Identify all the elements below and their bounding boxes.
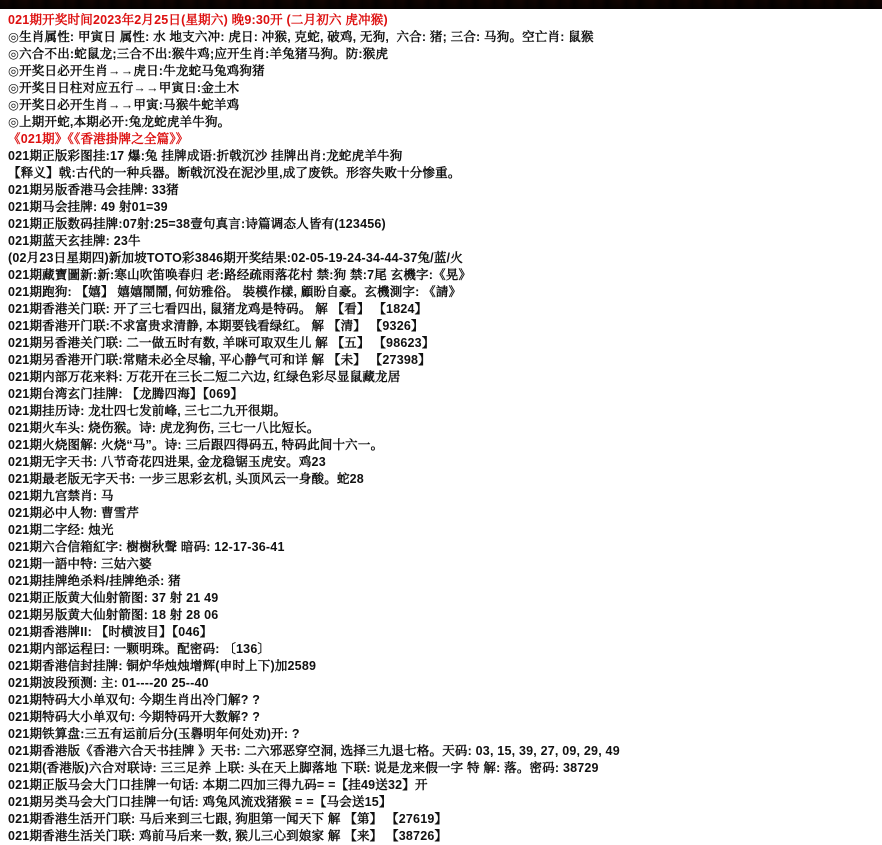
text-line: 021期马会挂牌: 49 射01=39 bbox=[8, 200, 168, 214]
text-line: 021期香港信封挂牌: 铜炉华烛烛增辉(申时上下)加2589 bbox=[8, 659, 317, 673]
text-line: 021期九宫禁肖: 马 bbox=[8, 489, 114, 503]
text-line: 【释义】戟:古代的一种兵器。断戟沉没在泥沙里,成了废铁。形容失败十分惨重。 bbox=[8, 166, 461, 180]
text-line: 021期香港版《香港六合天书挂牌 》天书: 二六邪恶穿空洞, 选择三九退七格。天码: 03, 15, 39, 27, 09, 29, 49 bbox=[8, 744, 620, 758]
lottery-info-text-block bbox=[0, 9, 882, 845]
text-line: 021期挂历诗: 龙壮四七发前峰, 三七二九开很期。 bbox=[8, 404, 287, 418]
text-line: 021期波段预测: 主: 01----20 25--40 bbox=[8, 676, 209, 690]
text-line: 021期火烧图解: 火烧“马”。诗: 三后跟四得码五, 特码此间十六一。 bbox=[8, 438, 384, 452]
text-line: 021期正版彩图挂:17 爆:兔 挂牌成语:折戟沉沙 挂牌出肖:龙蛇虎羊牛狗 bbox=[8, 149, 403, 163]
text-line: 021期二字经: 烛光 bbox=[8, 523, 114, 537]
text-line: 021期正版马会大门口挂牌一句话: 本期二四加三得九码= =【挂49送32】开 bbox=[8, 778, 428, 792]
text-line: ◎开奖日必开生肖→→甲寅:马猴牛蛇羊鸡 bbox=[8, 98, 240, 112]
text-line: 021期正版数码挂牌:07射:25=38壹句真言:诗篇调态人皆有(123456) bbox=[8, 217, 386, 231]
text-line: 021期内部运程曰: 一颗明珠。配密码: 〔136〕 bbox=[8, 642, 271, 656]
text-line: 021期香港关门联: 开了三七看四出, 鼠猪龙鸡是特码。 解 【看】 【1824】 bbox=[8, 302, 428, 316]
text-line: 021期必中人物: 曹雪芹 bbox=[8, 506, 140, 520]
text-line: 021期另香港关门联: 二一做五时有数, 羊咪可取双生儿 解 【五】 【98623】 bbox=[8, 336, 435, 350]
text-line: 021期火车头: 烧伤猴。诗: 虎龙狗伤, 三七一八比短长。 bbox=[8, 421, 320, 435]
text-line: 《021期》《《香港掛牌之全篇》》 bbox=[8, 132, 189, 146]
text-line: 021期香港开门联:不求富贵求清静, 本期要钱看绿红。 解 【清】 【9326】 bbox=[8, 319, 424, 333]
text-line: 021期香港生活开门联: 马后来到三七跟, 狗胆第一闻天下 解 【第】 【27619】 bbox=[8, 812, 448, 826]
text-line: 021期无字天书: 八节奇花四进果, 金龙稳锯玉虎安。鸡23 bbox=[8, 455, 326, 469]
text-line: 021期六合信箱紅字: 樹樹秋聲 暗码: 12-17-36-41 bbox=[8, 540, 285, 554]
text-line: 021期另香港开门联:常赌未必全尽输, 平心静气可和详 解 【未】 【27398】 bbox=[8, 353, 431, 367]
text-line: 021期跑狗: 【嬉】 嬉嬉鬧鬧, 何妨雅俗。 裝模作樣, 顧盼自豪。玄機測字: 《請》 bbox=[8, 285, 462, 299]
text-line: 021期特码大小单双句: 今期生肖出冷门解? ? bbox=[8, 693, 261, 707]
text-line: 021期蓝天玄挂牌: 23牛 bbox=[8, 234, 141, 248]
text-line: 021期一語中特: 三姑六婆 bbox=[8, 557, 152, 571]
text-line: ◎开奖日日柱对应五行→→甲寅日:金土木 bbox=[8, 81, 240, 95]
text-line: 021期另版香港马会挂牌: 33猪 bbox=[8, 183, 179, 197]
text-line: 021期内部万花来料: 万花开在三长二短二六边, 红绿色彩尽显鼠藏龙居 bbox=[8, 370, 401, 384]
text-line: ◎六合不出:蛇鼠龙;三合不出:猴牛鸡;应开生肖:羊兔猪马狗。防:猴虎 bbox=[8, 47, 389, 61]
text-line: 021期藏寶圖新:新:寒山吹笛唤春归 老:路经疏雨落花村 禁:狗 禁:7尾 玄機字:《晃》 bbox=[8, 268, 472, 282]
text-line: 021期另类马会大门口挂牌一句话: 鸡兔风流戏猪猴 = =【马会送15】 bbox=[8, 795, 392, 809]
text-line: 021期最老版无字天书: 一步三思彩玄机, 头顶风云一身酸。蛇28 bbox=[8, 472, 364, 486]
text-line: (02月23日星期四)新加坡TOTO彩3846期开奖结果:02-05-19-24-34-44-37兔/蓝/火 bbox=[8, 251, 463, 265]
text-line: 021期香港牌II: 【时横波目】【046】 bbox=[8, 625, 213, 639]
text-line: 021期香港生活关门联: 鸡前马后来一数, 猴儿三心到娘家 解 【来】 【38726】 bbox=[8, 829, 448, 843]
text-line: ◎上期开蛇,本期必开:兔龙蛇虎羊牛狗。 bbox=[8, 115, 231, 129]
text-line: 021期台湾玄门挂牌: 【龙腾四海】【069】 bbox=[8, 387, 244, 401]
text-line: 021期开奖时间2023年2月25日(星期六) 晚9:30开 (二月初六 虎冲猴) bbox=[8, 13, 388, 27]
text-line: 021期特码大小单双句: 今期特码开大数解? ? bbox=[8, 710, 261, 724]
text-line: 021期(香港版)六合对联诗: 三三足养 上联: 头在天上脚落地 下联: 说是龙来假一字 特 解: 落。密码: 38729 bbox=[8, 761, 599, 775]
text-line: 021期另版黄大仙射箭图: 18 射 28 06 bbox=[8, 608, 219, 622]
text-line: 021期挂牌绝杀料/挂牌绝杀: 猪 bbox=[8, 574, 181, 588]
text-line: 021期铁算盘:三五有运前后分(玉礜明年何处劝)开: ? bbox=[8, 727, 300, 741]
text-line: ◎生肖属性: 甲寅日 属性: 水 地支六冲: 虎日: 冲猴, 克蛇, 破鸡, 无狗, 六合: 猪; 三合: 马狗。空亡肖: 鼠猴 bbox=[8, 30, 594, 44]
decorative-top-strip bbox=[0, 0, 882, 9]
text-line: 021期正版黄大仙射箭图: 37 射 21 49 bbox=[8, 591, 219, 605]
text-line: ◎开奖日必开生肖→→虎日:牛龙蛇马兔鸡狗猪 bbox=[8, 64, 265, 78]
